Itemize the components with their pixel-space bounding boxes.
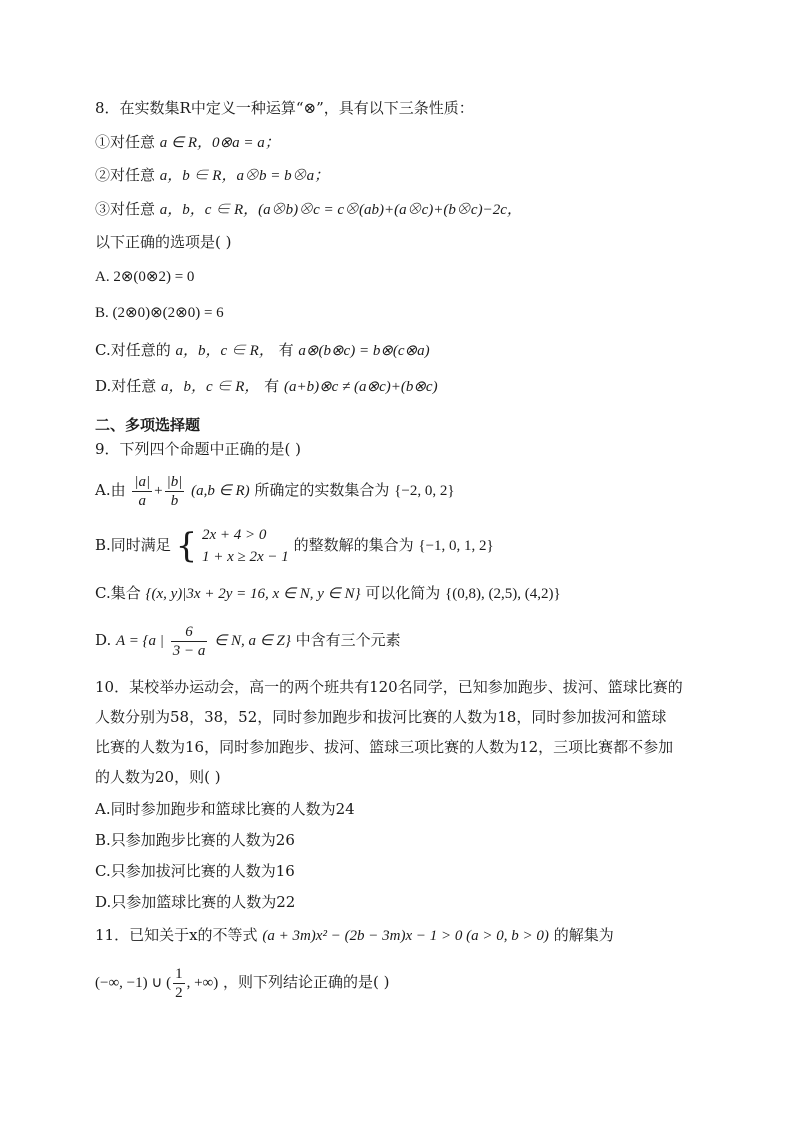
q9-option-d-prefix: D. [95,631,112,649]
fraction-denominator: 2 [175,984,183,1001]
q11-line-1-prefix: 11．已知关于x的不等式 [95,926,258,944]
q9-option-c-result: {(0,8), (2,5), (4,2)} [445,586,561,602]
q8-property-2-math: a，b ∈ R，a⊗b = b⊗a； [159,168,330,184]
q8-property-2 [95,163,329,188]
q9-option-b-system [202,524,289,568]
q9-stem: 9．下列四个命题中正确的是( ) [95,440,302,458]
q8-option-b [95,300,224,325]
q11-fraction [173,965,185,1002]
q8-ask: 以下正确的选项是( ) [95,233,232,251]
q8-option-d-mid: 有 [264,377,280,395]
q9-option-d-lhs: A = {a | [116,633,164,649]
q9-option-a-condition: (a,b ∈ R) [191,483,250,499]
q9-option-a-set: {−2, 0, 2} [394,483,455,499]
brace-icon: { [175,526,198,566]
q10-option-c: C.只参加拔河比赛的人数为16 [95,862,295,880]
q8-property-3-label: ③对任意 [95,200,156,218]
q8-option-c-prefix: C.对任意的 [95,341,171,359]
q9-option-a: A.由 $\frac{|a|}{a}$ + $\frac{|b|}{b}$ (a,b ∈ R) 所确定的实数集合为 {−2, 0, 2} [95,473,455,509]
q11-line-1-tail: 的解集为 [553,926,614,944]
q8-option-d [95,374,438,399]
q11-solution-part-2: , +∞) [186,975,219,991]
q9-option-d [95,618,401,663]
q8-option-c [95,338,430,363]
section-title: 二、多项选择题 [95,416,201,434]
q9-option-d-rhs: ∈ N, a ∈ Z} [214,633,291,649]
q8-option-a-text: A. 2⊗(0⊗2) = 0 [95,269,195,285]
q11-line-1 [95,923,614,948]
q10-option-d: D.只参加篮球比赛的人数为22 [95,893,296,911]
q9-option-a-fraction-2 [165,473,185,510]
q11-solution-part-1: (−∞, −1) ∪ ( [95,975,172,991]
q9-option-b-mid: 的整数解的集合为 [293,536,414,554]
q8-property-1-math: a ∈ R，0⊗a = a； [159,135,280,151]
q10-line-2: 人数分别为58，38，52，同时参加跑步和拔河比赛的人数为18，同时参加拔河和篮球 [95,708,667,726]
q10-line-3: 比赛的人数为16，同时参加跑步、拔河、篮球三项比赛的人数为12，三项比赛都不参加 [95,738,674,756]
q9-option-c-set: {(x, y)|3x + 2y = 16, x ∈ N, y ∈ N} [145,586,361,602]
q8-property-1-label: ①对任意 [95,133,156,151]
q8-property-3-math: a，b，c ∈ R，(a⊗b)⊗c = c⊗(ab)+(a⊗c)+(b⊗c)−2c， [159,202,522,218]
q10-option-a: A.同时参加跑步和篮球比赛的人数为24 [95,800,355,818]
q10-line-4: 的人数为20，则( ) [95,768,221,786]
q9-option-c-prefix: C.集合 [95,584,141,602]
q9-option-a-prefix: A.由 [95,481,126,499]
fraction-denominator: a [138,492,147,509]
q11-line-2-tail: ，则下列结论正确的是( ) [223,973,390,991]
q8-option-c-mid: 有 [278,341,294,359]
fraction-denominator: b [170,492,179,509]
fraction-numerator: 1 [175,965,183,982]
q8-option-a [95,264,194,289]
q9-option-d-tail: 中含有三个元素 [295,631,401,649]
q8-option-c-math: a，b，c ∈ R， [175,343,274,359]
fraction-numerator: |a| [134,473,151,490]
q8-property-3 [95,197,522,222]
q11-line-2 [95,960,390,1005]
q9-option-c-mid: 可以化简为 [365,584,441,602]
inequality-1: 2x + 4 > 0 [202,527,267,543]
q9-option-b [95,522,494,569]
fraction-numerator: |b| [166,473,183,490]
q10-line-1: 10．某校举办运动会，高一的两个班共有120名同学，已知参加跑步、拔河、篮球比赛的 [95,678,683,696]
q8-option-d-math: a，b，c ∈ R， [161,379,260,395]
q9-option-a-mid: 所确定的实数集合为 [254,481,390,499]
q8-option-d-prefix: D.对任意 [95,377,157,395]
q11-inequality: (a + 3m)x² − (2b − 3m)x − 1 > 0 (a > 0, b > 0) [262,928,549,944]
fraction-denominator: 3 − a [172,642,206,659]
fraction-numerator: 6 [171,623,208,642]
q9-option-c [95,581,561,606]
q10-option-b: B.只参加跑步比赛的人数为26 [95,831,295,849]
q9-option-b-prefix: B.同时满足 [95,536,171,554]
inequality-2: 1 + x ≥ 2x − 1 [202,549,289,565]
q8-option-d-tail: (a+b)⊗c ≠ (a⊗c)+(b⊗c) [283,379,438,395]
q9-option-b-set: {−1, 0, 1, 2} [418,538,494,554]
q8-option-b-text: B. (2⊗0)⊗(2⊗0) = 6 [95,305,224,321]
q8-option-c-tail: a⊗(b⊗c) = b⊗(c⊗a) [298,343,430,359]
q9-option-d-fraction [171,623,208,660]
q8-stem: 8．在实数集R中定义一种运算“⊗”，具有以下三条性质： [95,99,474,117]
q8-property-1 [95,130,280,155]
q9-option-a-fraction-1 [132,473,152,510]
q8-property-2-label: ②对任意 [95,166,156,184]
